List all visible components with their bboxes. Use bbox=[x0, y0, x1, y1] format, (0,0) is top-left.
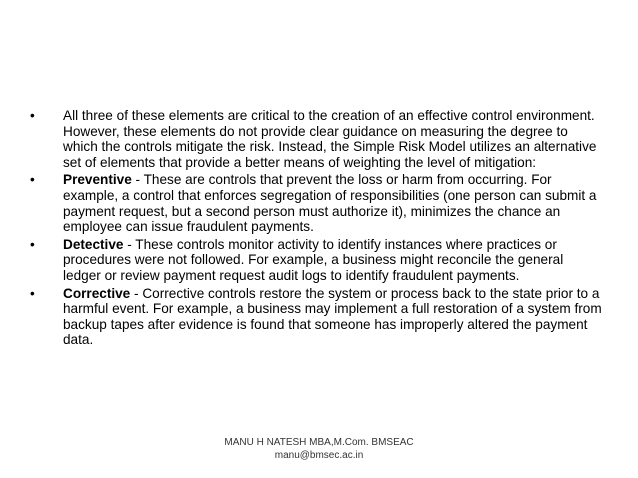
bullet-icon: • bbox=[30, 172, 35, 188]
bullet-item-intro bbox=[30, 108, 602, 170]
bullet-term: Corrective bbox=[63, 285, 131, 301]
bullet-text: - These controls monitor activity to identify instances where practices or procedures were not followed. For example, a business might reconcile the general ledger or review payment request audit logs to identify fraudulent payments. bbox=[63, 236, 564, 283]
footer-email: manu@bmsec.ac.in bbox=[274, 450, 364, 461]
bullet-text: - Corrective controls restore the system or process back to the state prior to a harmful event. For example, a business may implement a full restoration of a system from backup tapes after evidence is found that someone has improperly altered the payment data. bbox=[63, 285, 602, 348]
bullet-term: Detective bbox=[63, 236, 124, 252]
footer-author: MANU H NATESH MBA,M.Com. BMSEAC bbox=[224, 437, 414, 448]
bullet-text: All three of these elements are critical to the creation of an effective control environment. However, these elements do not provide clear guidance on measuring the degree to which the controls mitigate the risk. Instead, the Simple Risk Model utilizes an alternative set of elements that provide a better means of weighting the level of mitigation: bbox=[63, 108, 597, 170]
bullet-item-detective bbox=[30, 237, 602, 284]
bullet-list bbox=[30, 108, 602, 350]
slide-footer bbox=[0, 436, 638, 462]
bullet-icon: • bbox=[30, 236, 35, 252]
bullet-icon: • bbox=[30, 108, 35, 123]
bullet-item-corrective bbox=[30, 286, 602, 348]
bullet-item-preventive bbox=[30, 172, 602, 234]
bullet-text: - These are controls that prevent the loss or harm from occurring. For example, a control that enforces segregation of responsibilities (one person can submit a payment request, but a second person must authorize it), minimizes the chance an employee can issue fraudulent payments. bbox=[63, 172, 597, 235]
bullet-icon: • bbox=[30, 285, 35, 301]
bullet-term: Preventive bbox=[63, 172, 132, 188]
